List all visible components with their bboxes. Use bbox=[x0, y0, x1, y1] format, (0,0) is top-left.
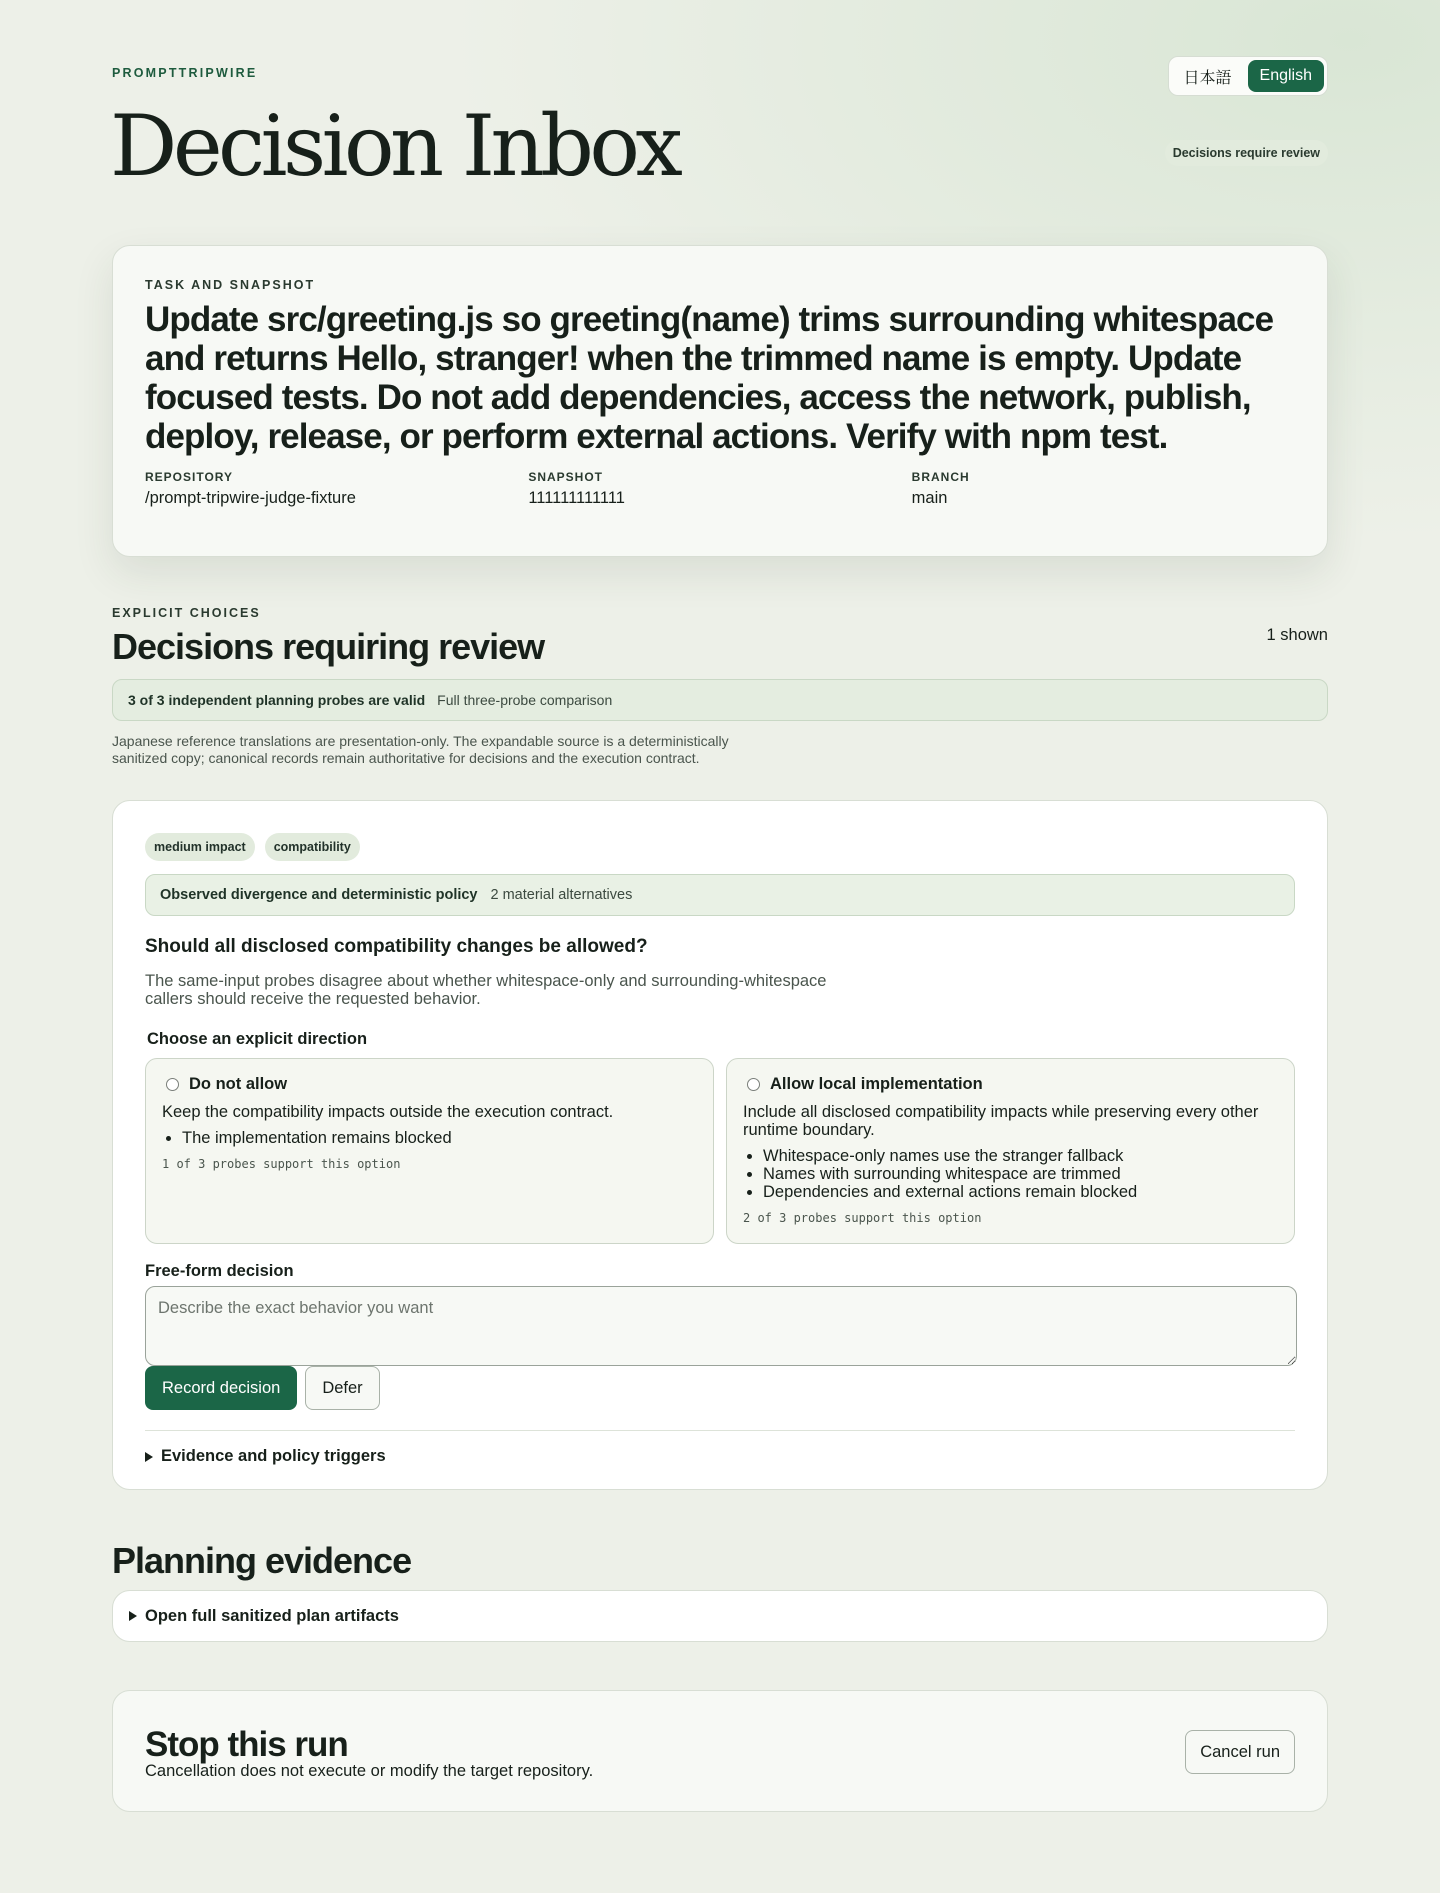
probe-summary: 3 of 3 independent planning probes are valid bbox=[128, 692, 426, 708]
evidence-disclosure[interactable] bbox=[145, 1447, 1295, 1466]
decision-actions bbox=[145, 1366, 1295, 1410]
option-support: 1 of 3 probes support this option bbox=[162, 1157, 401, 1171]
radio-button[interactable] bbox=[166, 1078, 179, 1091]
stop-title: Stop this run bbox=[145, 1725, 348, 1764]
option-allow-local-implementation[interactable] bbox=[726, 1058, 1295, 1244]
language-english-button[interactable]: English bbox=[1248, 60, 1324, 92]
option-header bbox=[162, 1075, 697, 1094]
option-description: Keep the compatibility impacts outside the execution contract. bbox=[162, 1103, 614, 1121]
meta-label: SNAPSHOT bbox=[528, 470, 604, 484]
translation-note: Japanese reference translations are presentation-only. The expandable source is a deterministically sanitized copy; canonical records remain authoritative for decisions and the execution contract. bbox=[112, 733, 729, 766]
meta-label: REPOSITORY bbox=[145, 470, 234, 484]
decision-card bbox=[112, 800, 1328, 1490]
planning-title: Planning evidence bbox=[112, 1540, 412, 1581]
meta-value: main bbox=[911, 489, 948, 507]
decisions-title: Decisions requiring review bbox=[112, 626, 545, 667]
decision-question-desc: The same-input probes disagree about whether whitespace-only and surrounding-whitespace callers should receive the requested behavior. bbox=[145, 972, 827, 1008]
task-meta bbox=[145, 470, 1295, 508]
meta-branch bbox=[912, 470, 1295, 508]
option-bullet: • The implementation remains blocked bbox=[182, 1129, 697, 1147]
triangle-right-icon bbox=[129, 1611, 137, 1621]
choose-direction-label: Choose an explicit direction bbox=[147, 1030, 368, 1048]
meta-repository bbox=[145, 470, 528, 508]
task-description: Update src/greeting.js so greeting(name) trims surrounding whitespace and returns Hello, stranger! when the trimmed name is empty. Update focused tests. Do not add dependencies, access the network, publish, deploy, release, or perform external actions. Verify with npm test. bbox=[145, 300, 1274, 456]
divergence-detail: 2 material alternatives bbox=[490, 887, 633, 903]
plan-artifacts-disclosure[interactable] bbox=[129, 1607, 399, 1626]
decision-question: Should all disclosed compatibility changes be allowed? bbox=[145, 936, 648, 957]
radio-button[interactable] bbox=[747, 1078, 760, 1091]
brand-name: PROMPTTRIPWIRE bbox=[112, 66, 258, 80]
option-bullets bbox=[182, 1129, 697, 1147]
decisions-eyebrow: EXPLICIT CHOICES bbox=[112, 606, 261, 620]
defer-button[interactable]: Defer bbox=[305, 1366, 379, 1410]
stop-description: Cancellation does not execute or modify the target repository. bbox=[145, 1762, 594, 1780]
status-badge: Decisions require review bbox=[1165, 140, 1328, 166]
meta-value: /prompt-tripwire-judge-fixture bbox=[145, 489, 356, 507]
option-bullets bbox=[763, 1147, 1278, 1201]
option-bullet: • Names with surrounding whitespace are trimmed bbox=[763, 1165, 1278, 1183]
meta-snapshot bbox=[528, 470, 911, 508]
option-header bbox=[743, 1075, 1278, 1094]
freeform-label: Free-form decision bbox=[145, 1262, 294, 1280]
option-title: Do not allow bbox=[189, 1075, 288, 1093]
category-chip: compatibility bbox=[265, 833, 360, 861]
record-decision-button[interactable]: Record decision bbox=[145, 1366, 297, 1410]
task-card bbox=[112, 245, 1328, 557]
decision-chips bbox=[145, 833, 1295, 861]
plan-artifacts-card bbox=[112, 1590, 1328, 1642]
evidence-label: Evidence and policy triggers bbox=[161, 1447, 386, 1465]
page-title: Decision Inbox bbox=[110, 97, 679, 195]
option-bullet: • Dependencies and external actions remain blocked bbox=[763, 1183, 1278, 1201]
language-japanese-button[interactable]: 日本語 bbox=[1172, 60, 1244, 92]
option-do-not-allow[interactable] bbox=[145, 1058, 714, 1244]
option-title: Allow local implementation bbox=[770, 1075, 983, 1093]
divider bbox=[145, 1430, 1295, 1431]
divergence-label: Observed divergence and deterministic policy bbox=[160, 887, 478, 903]
option-support: 2 of 3 probes support this option bbox=[743, 1211, 982, 1225]
option-group bbox=[145, 1058, 1295, 1244]
probe-summary-bar bbox=[112, 679, 1328, 721]
task-eyebrow: TASK AND SNAPSHOT bbox=[145, 278, 316, 292]
shown-count: 1 shown bbox=[1266, 626, 1328, 644]
divergence-bar bbox=[145, 874, 1295, 916]
plan-artifacts-label: Open full sanitized plan artifacts bbox=[145, 1606, 399, 1625]
stop-run-card bbox=[112, 1690, 1328, 1812]
triangle-right-icon bbox=[145, 1452, 153, 1462]
cancel-run-button[interactable]: Cancel run bbox=[1185, 1730, 1295, 1774]
language-switcher bbox=[1168, 56, 1329, 96]
probe-detail: Full three-probe comparison bbox=[437, 692, 613, 708]
meta-value: 111111111111 bbox=[528, 489, 625, 507]
freeform-decision-input[interactable] bbox=[145, 1286, 1297, 1366]
impact-chip: medium impact bbox=[145, 833, 255, 861]
option-description: Include all disclosed compatibility impacts while preserving every other runtime boundary. bbox=[743, 1103, 1259, 1139]
meta-label: BRANCH bbox=[911, 470, 970, 484]
option-bullet: • Whitespace-only names use the stranger fallback bbox=[763, 1147, 1278, 1165]
